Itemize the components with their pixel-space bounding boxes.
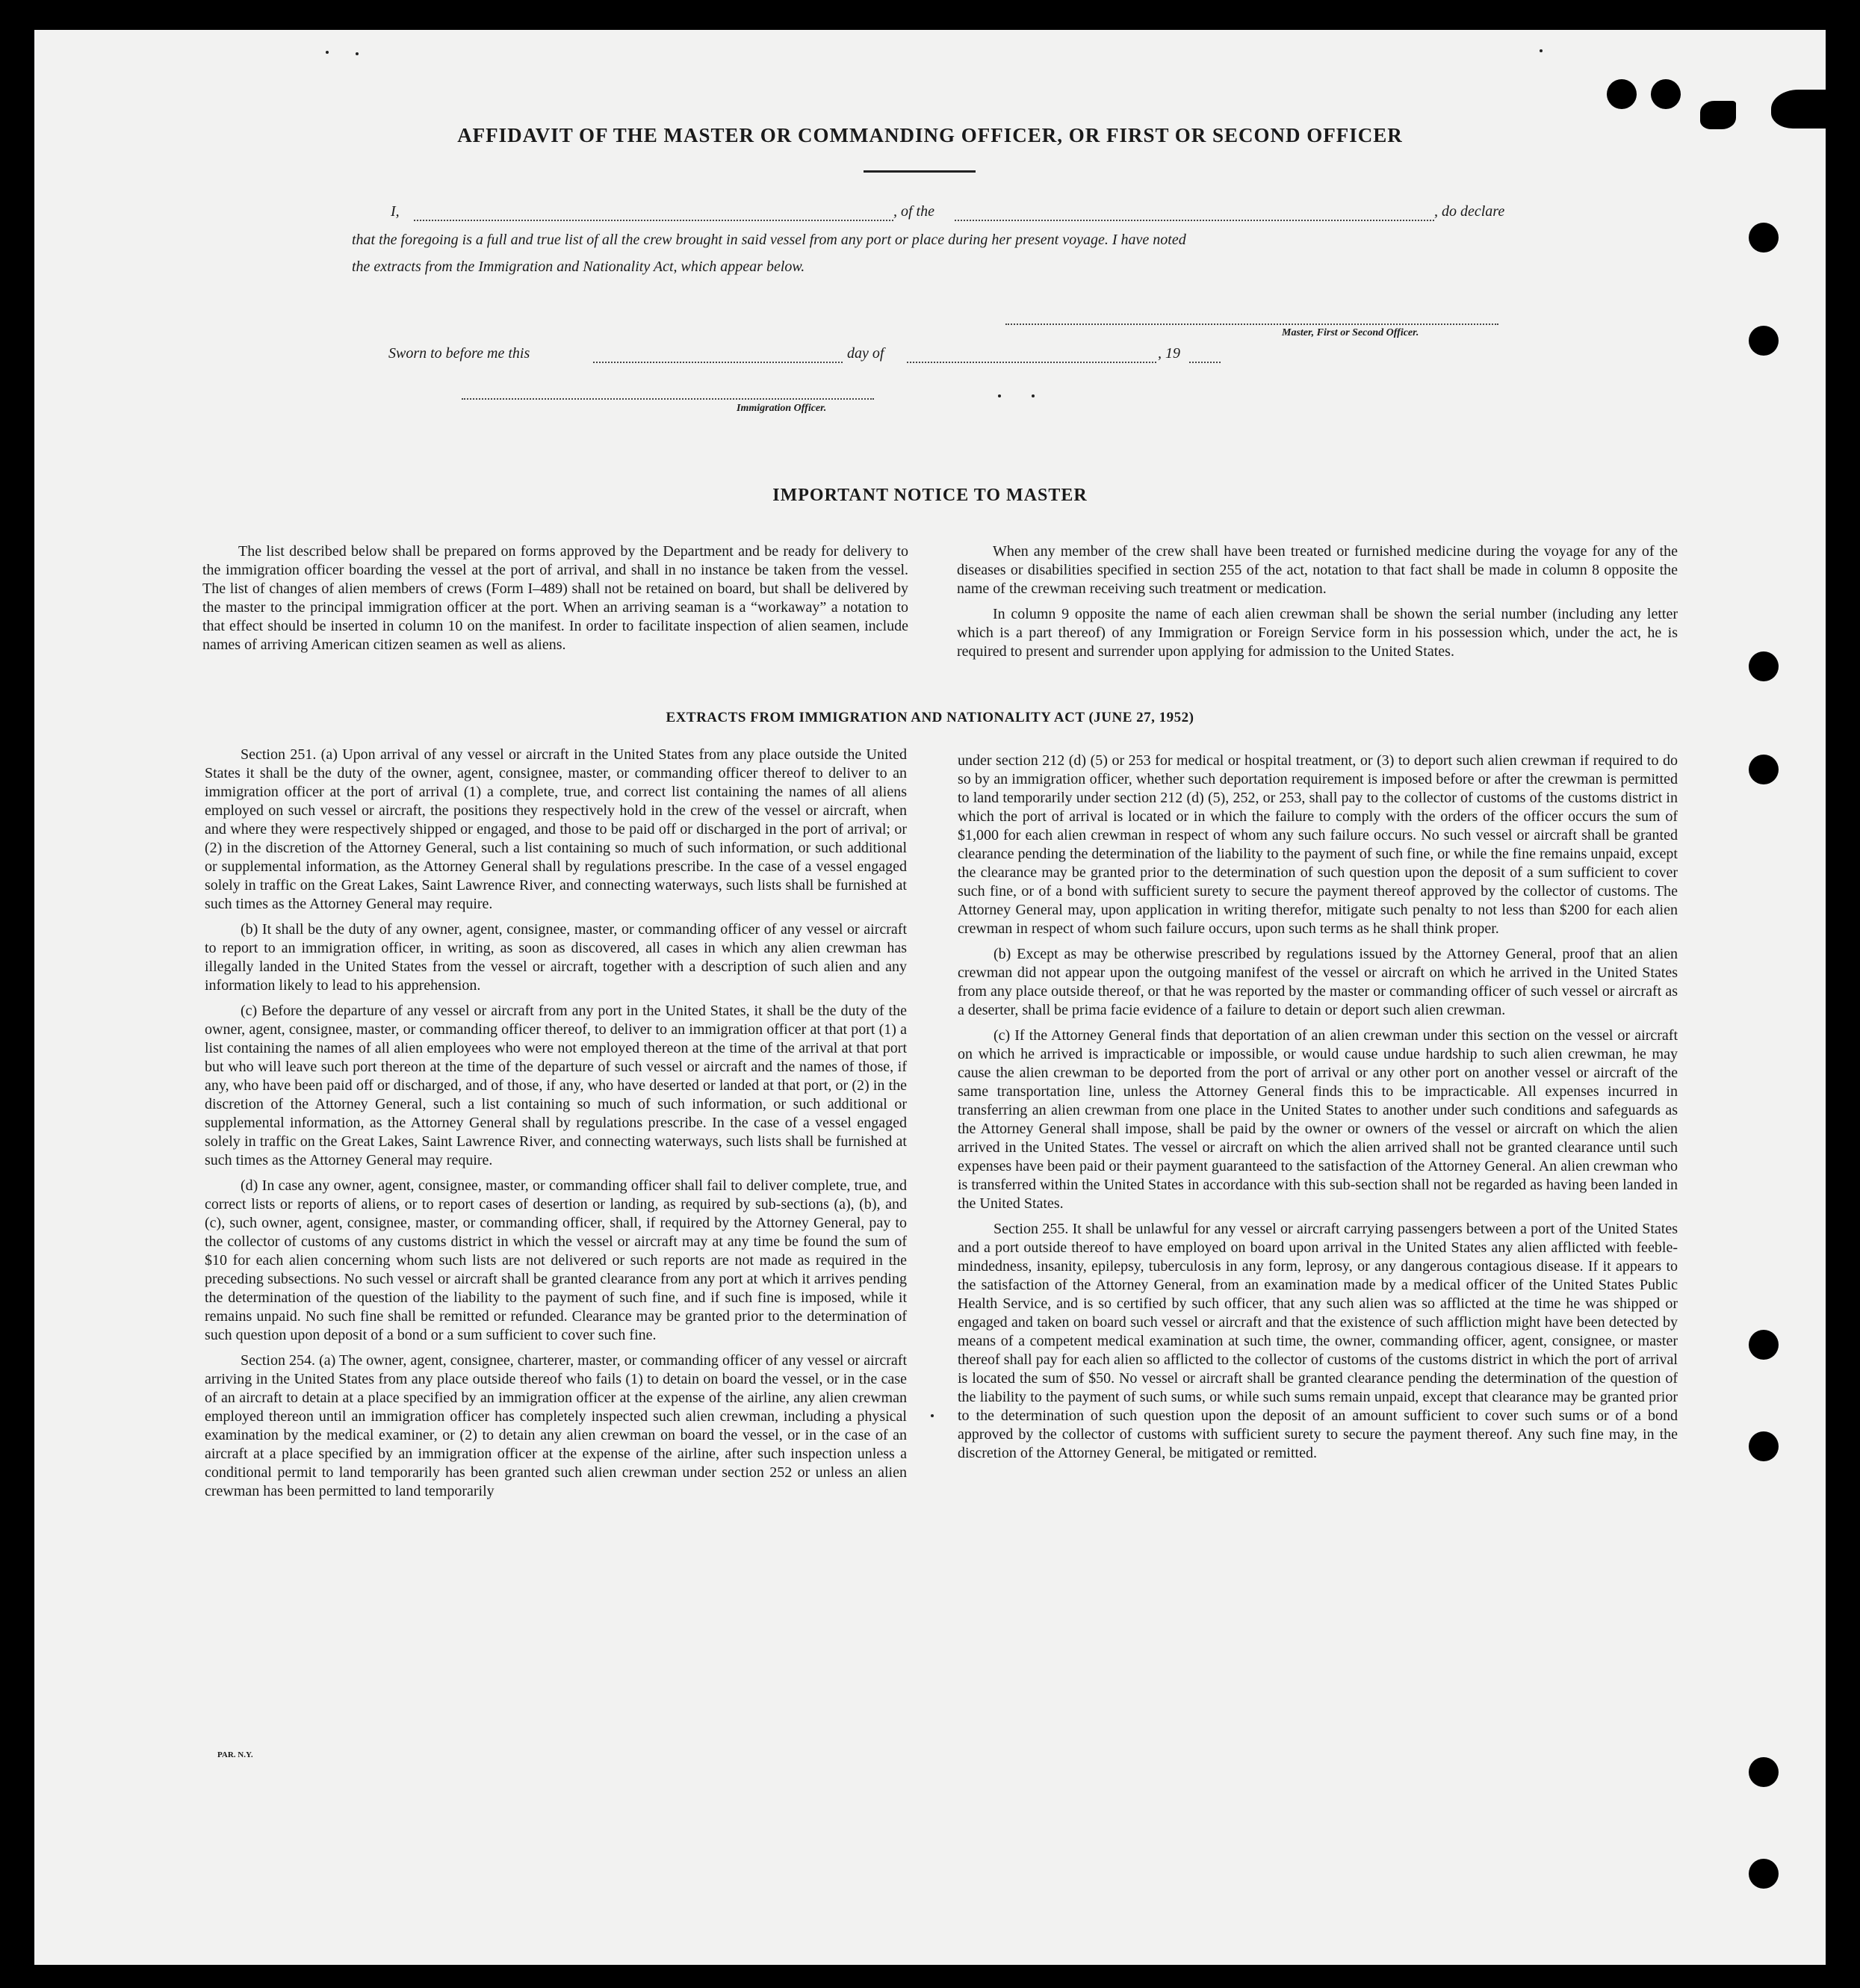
declare-label: , do declare <box>1434 203 1505 220</box>
extract-paragraph: (d) In case any owner, agent, consignee, master, or commanding officer shall fail to deliver complete, true, and correct lists or reports of aliens, or to report cases of desertion or landing, as required by sub-sections (a), (b), and (c), such owner, agent, consignee, master, or commanding officer, shall, if required by the Attorney General, pay to the collector of customs of any customs district in which the vessel or aircraft may at any time be found the sum of $10 for each alien concerning whom such lists are not delivered or such reports are not made as required in the preceding subsections. No such vessel or aircraft shall be granted clearance from any port at which it arrives pending the determination of the question of the liability to the payment of such fine, and if such fine is imposed, while it remains unpaid. No such fine shall be remitted or refunded. Clearance may be granted prior to the determination of such question upon deposit of a bond or a sum sufficient to cover such fine. <box>205 1177 907 1343</box>
punch-hole <box>1749 1431 1779 1461</box>
affidavit-title: AFFIDAVIT OF THE MASTER OR COMMANDING OFFICER, OR FIRST OR SECOND OFFICER <box>457 124 1403 146</box>
vessel-name-field[interactable] <box>955 220 1434 221</box>
extract-paragraph: (c) Before the departure of any vessel or aircraft from any port in the United States, it shall be the duty of the owner, agent, consignee, master, or commanding officer thereof, to deliver to an immigration officer at that port (1) a list containing the names of all alien employees who were not employed thereon at the time of the arrival at that port but who will leave such port thereon at the time of the departure of such vessel or aircraft and the names of those, if any, who have been paid off or discharged, and of those, if any, who have deserted or landed at that port, or (2) in the discretion of the Attorney General, such a list containing so much of such information, or such additional or supplemental information, as the Attorney General shall by regulations prescribe. In the case of a vessel engaged solely in traffic on the Great Lakes, Saint Lawrence River, and connecting waterways, such lists shall be furnished at such times as the Attorney General may require. <box>205 1003 907 1168</box>
punch-hole <box>1749 326 1779 356</box>
scan-speck <box>356 52 359 55</box>
punch-hole <box>1749 755 1779 784</box>
declarant-label: I, <box>391 203 400 220</box>
sworn-month-field[interactable] <box>907 362 1156 363</box>
punch-hole <box>1749 223 1779 253</box>
day-of-label: day of <box>847 345 884 362</box>
notice-right-column <box>957 542 1678 668</box>
year-field[interactable] <box>1189 362 1221 363</box>
extract-paragraph: Section 254. (a) The owner, agent, consignee, charterer, master, or commanding officer of any vessel or aircraft arriving in the United States from any place outside thereof who fails (1) to detain on board the vessel, or in the case of an aircraft to detain at a place specified by an immigration officer at the expense of the airline, any alien crewman employed thereon until an immigration officer has completely inspected such alien crewman, including a physical examination by the medical examiner, or (2) to detain any alien crewman on board the vessel, or in the case of an aircraft at a place specified by an immigration officer at the expense of the airline, after such inspection unless a conditional permit to land temporarily has been granted such alien crewman under section 252 or unless an alien crewman has been permitted to land temporarily <box>205 1352 907 1499</box>
scan-speck <box>1032 394 1035 397</box>
extracts-left-column <box>205 746 907 1508</box>
extract-paragraph: under section 212 (d) (5) or 253 for medical or hospital treatment, or (3) to deport such alien crewman if required to do so by an immigration officer, whether such deportation requirement is imposed before or after the crewman is permitted to land temporarily under section 212 (d) (5), 252, or 253, shall pay to the collector of customs of the customs district in which the port of arrival is located or in which the failure to comply with the orders of the officer occurs the sum of $1,000 for each alien crewman in respect of whom any such failure occurs. No such vessel or aircraft shall be granted clearance pending the determination of the liability to the payment of such fine, or while the fine remains unpaid, except the clearance may be granted prior to the determination of such question upon the deposit of a sum sufficient to cover such fine, or of a bond with sufficient surety to secure the payment thereof approved by the collector of customs. The Attorney General may, upon application in writing therefor, mitigate such penalty to not less than $200 for each alien crewman in respect of whom such failure occurs, upon such terms as he shall think proper. <box>958 752 1678 937</box>
punch-hole <box>1749 1859 1779 1889</box>
notice-left-column <box>202 542 908 661</box>
master-caption: Master, First or Second Officer. <box>1282 327 1419 338</box>
extract-paragraph: (b) Except as may be otherwise prescribed by regulations issued by the Attorney General, proof that an alien crewman did not appear upon the outgoing manifest of the vessel or aircraft on which he arrived in the United States from any place outside thereof, or that he was reported by the master or commanding officer of such vessel or aircraft as a deserter, shall be prima facie evidence of a failure to detain or deport such alien crewman. <box>958 946 1678 1018</box>
notice-right-paragraph: In column 9 opposite the name of each alien crewman shall be shown the serial number (including any letter which is a part thereof) of any Immigration or Foreign Service form in his possession which, under the act, he is required to present and surrender upon applying for admission to the United States. <box>957 606 1678 660</box>
sworn-label: Sworn to before me this <box>388 345 530 362</box>
extracts-heading: EXTRACTS FROM IMMIGRATION AND NATIONALITY ACT (JUNE 27, 1952) <box>666 710 1194 725</box>
officer-caption: Immigration Officer. <box>737 403 827 414</box>
punch-hole <box>1749 651 1779 681</box>
extract-paragraph: (b) It shall be the duty of any owner, agent, consignee, master, or commanding officer of any vessel or aircraft to report to an immigration officer, in writing, as soon as discovered, all cases in which any alien crewman has illegally landed in the United States from the vessel or aircraft, together with a description of such alien and any information likely to lead to his apprehension. <box>205 921 907 994</box>
extract-paragraph: Section 255. It shall be unlawful for any vessel or aircraft carrying passengers between a port of the United States and a port outside thereof to have employed on board upon arrival in the United States any alien afflicted with feeble-mindedness, insanity, epilepsy, tuberculosis in any form, leprosy, or any dangerous contagious disease. If it appears to the satisfaction of the Attorney General, from an examination made by a medical officer of the United States Public Health Service, and is so certified by such officer, that any such alien was so afflicted at the time he was shipped or engaged and taken on board such vessel or aircraft and that the existence of such affliction might have been detected by means of a competent medical examination at such time, the owner, commanding officer, agent, consignee, or master thereof shall pay for each alien so afflicted to the collector of customs of the customs district in which the port of arrival is located the sum of $50. No vessel or aircraft shall be granted clearance pending the determination of the question of the liability to the payment of such sums, or while such sums remain unpaid, except that clearance may be granted prior to the determination of such question upon the deposit of an amount sufficient to cover such sums or of a bond approved by the collector of customs with sufficient surety to secure the payment thereof. Any such fine may, in the discretion of the Attorney General, be mitigated or remitted. <box>958 1221 1678 1461</box>
scan-speck <box>931 1414 934 1417</box>
year-label: , 19 <box>1158 345 1180 362</box>
scan-mark <box>1771 90 1826 128</box>
affidavit-statement-cont: the extracts from the Immigration and Nationality Act, which appear below. <box>352 258 805 275</box>
scan-speck <box>326 51 329 54</box>
scan-speck <box>998 394 1001 397</box>
punch-hole <box>1749 1757 1779 1787</box>
printer-mark: PAR. N.Y. <box>217 1750 253 1759</box>
officer-signature-field[interactable] <box>462 398 874 400</box>
scan-speck <box>1540 49 1543 52</box>
sworn-day-field[interactable] <box>593 362 843 363</box>
affidavit-statement: that the foregoing is a full and true list of all the crew brought in said vessel from any port or place during her present voyage. I have noted <box>352 232 1186 248</box>
master-signature-field[interactable] <box>1005 323 1498 325</box>
document-page <box>34 30 1826 1965</box>
punch-hole <box>1607 79 1637 109</box>
declarant-name-field[interactable] <box>414 220 893 221</box>
extract-paragraph: (c) If the Attorney General finds that deportation of an alien crewman under this section on the vessel or aircraft on which he arrived is impracticable or impossible, or would cause undue hardship to such alien crewman, he may cause the alien crewman to be deported from the port of arrival or any other port on another vessel or aircraft of the same transportation line, unless the Attorney General finds this to be impracticable. All expenses incurred in transferring an alien crewman from one place in the United States to another under such conditions and safeguards as the Attorney General shall impose, shall be paid by the owner or owners of the vessel or aircraft on which the alien arrived in the United States. The vessel or aircraft on which the alien arrived shall not be granted clearance until such expenses have been paid or their payment guaranteed to the satisfaction of the Attorney General. An alien crewman who is transferred within the United States in accordance with this sub-section shall not be regarded as having been landed in the United States. <box>958 1027 1678 1212</box>
punch-hole <box>1651 79 1681 109</box>
extracts-right-column <box>958 752 1678 1470</box>
notice-left-paragraph: The list described below shall be prepared on forms approved by the Department and be ready for delivery to the immigration officer boarding the vessel at the port of arrival, and shall in no instance be taken from the vessel. The list of changes of alien members of crews (Form I–489) shall not be retained on board, but shall be delivered by the master to the principal immigration officer at the port. When an arriving seaman is a “workaway” a notation to that effect should be inserted in column 10 on the manifest. In order to facilitate inspection of alien seamen, include names of arriving American citizen seamen as well as aliens. <box>202 543 908 653</box>
title-rule <box>864 170 976 173</box>
of-the-label: , of the <box>893 203 934 220</box>
punch-hole <box>1749 1330 1779 1360</box>
notice-heading: IMPORTANT NOTICE TO MASTER <box>772 486 1088 505</box>
extract-paragraph: Section 251. (a) Upon arrival of any vessel or aircraft in the United States from any place outside the United States it shall be the duty of the owner, agent, consignee, master, or commanding officer thereof to deliver to an immigration officer at the port of arrival (1) a complete, true, and correct list containing the names of all aliens employed on such vessel or aircraft, the positions they respectively hold in the crew of the vessel or aircraft, when and where they were respectively shipped or engaged, and those to be paid off or discharged in the port of arrival; or (2) in the discretion of the Attorney General, such a list containing so much of such information, or such additional or supplemental information, as the Attorney General shall by regulations prescribe. In the case of a vessel engaged solely in traffic on the Great Lakes, Saint Lawrence River, and connecting waterways, such lists shall be furnished at such times as the Attorney General may require. <box>205 746 907 912</box>
notice-right-paragraph: When any member of the crew shall have been treated or furnished medicine during the voyage for any of the diseases or disabilities specified in section 255 of the act, notation to that fact shall be made in column 8 opposite the name of the crewman receiving such treatment or medication. <box>957 543 1678 597</box>
